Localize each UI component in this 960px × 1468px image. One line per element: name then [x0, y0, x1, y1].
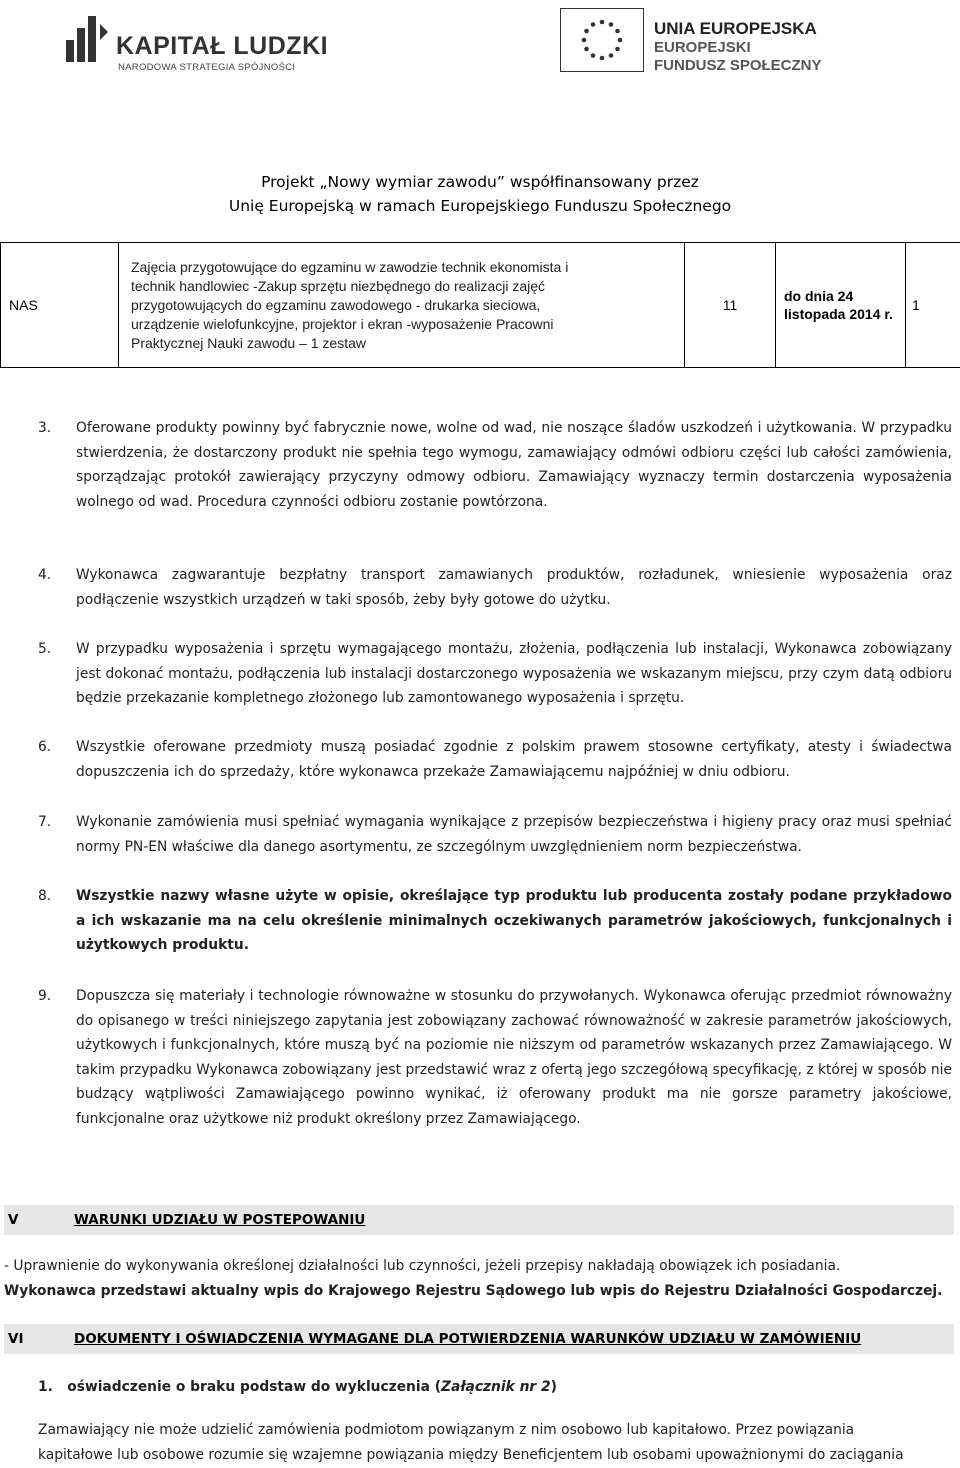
logo-left-subtitle: NARODOWA STRATEGIA SPÓJNOŚCI	[118, 62, 296, 73]
logo-left-title: KAPITAŁ LUDZKI	[116, 32, 329, 60]
kapital-ludzki-emblem-icon	[62, 10, 112, 70]
paragraph-text: Wykonawca zagwarantuje bezpłatny transport zamawianych produktów, rozładunek, wniesienie wyposażenia oraz podłączenie wszystkich urządzeń w taki sposób, żeby były gotowe do użytku.	[76, 567, 952, 608]
paragraph-5	[38, 637, 952, 711]
paragraph-8	[38, 884, 952, 958]
section-vi-header	[4, 1324, 954, 1354]
item-number: 1.	[38, 1379, 53, 1395]
paragraph-text: Wszystkie oferowane przedmioty muszą posiadać zgodnie z polskim prawem stosowne certyfikaty, atesty i świadectwa dopuszczenia ich do sprzedaży, które wykonawca przekaże Zamawiającemu najpóźniej w dniu odbioru.	[76, 739, 952, 780]
description-line: urządzenie wielofunkcyjne, projektor i ekran -wyposażenie Pracowni	[131, 315, 554, 332]
section-title: WARUNKI UDZIAŁU W POSTEPOWANIU	[74, 1212, 366, 1228]
date-line2: listopada 2014 r.	[784, 306, 893, 322]
section-title: DOKUMENTY I OŚWIADCZENIA WYMAGANE DLA POTWIERDZENIA WARUNKÓW UDZIAŁU W ZAMÓWIENIU	[74, 1331, 862, 1347]
logo-right-line2: EUROPEJSKI	[654, 39, 751, 56]
paragraph-number: 5.	[38, 641, 52, 657]
section-vi-para-line1: Zamawiający nie może udzielić zamówienia podmiotom powiązanym z nim osobowo lub kapitałowo. Przez powiązania	[38, 1422, 855, 1438]
table-row	[1, 243, 960, 368]
paragraph-number: 7.	[38, 814, 52, 830]
logo-right-line1: UNIA EUROPEJSKA	[654, 19, 817, 38]
project-title-line2: Unię Europejską w ramach Europejskiego Funduszu Społecznego	[228, 197, 732, 215]
section-v-line1: - Uprawnienie do wykonywania określonej działalności lub czynności, jeżeli przepisy nakładają obowiązek ich posiadania.	[4, 1258, 841, 1274]
table-cell-quantity: 11	[685, 243, 776, 368]
section-v-line2: Wykonawca przedstawi aktualny wpis do Krajowego Rejestru Sądowego lub wpis do Rejestru Działalności Gospodarczej.	[4, 1283, 943, 1299]
table-cell-description	[119, 243, 685, 368]
item-close: )	[550, 1379, 557, 1395]
paragraph-number: 8.	[38, 888, 52, 904]
kapital-ludzki-logo	[62, 10, 329, 80]
section-v-header	[4, 1205, 954, 1235]
paragraph-text: Wszystkie nazwy własne użyte w opisie, określające typ produktu lub producenta zostały podane przykładowo a ich wskazanie ma na celu określenie minimalnych oczekiwanych parametrów jakościowych, funkcjonalnych i użytkowych produktu.	[76, 888, 952, 954]
section-vi-item	[38, 1379, 557, 1395]
table-cell-date	[776, 243, 906, 368]
eu-flag-icon	[560, 8, 644, 72]
table-cell-code: NAS	[1, 243, 119, 368]
description-line: przygotowujących do egzaminu zawodowego - drukarka sieciowa,	[131, 296, 541, 313]
eu-efs-logo	[560, 8, 920, 80]
section-roman-numeral: V	[8, 1212, 19, 1228]
section-vi-para-line2: kapitałowe lub osobowe rozumie się wzajemne powiązania między Beneficjentem lub osobami upoważnionymi do zaciągania	[38, 1447, 904, 1463]
paragraph-number: 3.	[38, 420, 52, 436]
paragraph-text: W przypadku wyposażenia i sprzętu wymagającego montażu, złożenia, podłączenia lub instalacji, Wykonawca zobowiązany jest dokonać montażu, podłączenia lub instalacji dostarczonego wyposażenia we wskazanym miejscu, przy czym datą odbioru będzie przekazanie kompletnego złożonego lub zamontowanego wyposażenia i sprzętu.	[76, 641, 952, 707]
description-line: technik handlowiec -Zakup sprzętu niezbędnego do realizacji zajęć	[131, 277, 546, 294]
project-title	[0, 170, 960, 218]
table-cell-number: 1	[906, 243, 960, 368]
logo-right-line3: FUNDUSZ SPOŁECZNY	[654, 57, 822, 74]
paragraph-number: 6.	[38, 739, 52, 755]
description-line: Zajęcia przygotowujące do egzaminu w zawodzie technik ekonomista i	[131, 258, 569, 275]
items-table	[0, 242, 960, 368]
paragraph-text: Wykonanie zamówienia musi spełniać wymagania wynikające z przepisów bezpieczeństwa i higieny pracy oraz musi spełniać normy PN-EN właściwe dla danego asortymentu, ze szczególnym uwzględnieniem norm bezpieczeństwa.	[76, 814, 952, 855]
paragraph-6	[38, 735, 952, 784]
date-line1: do dnia 24	[784, 288, 854, 304]
paragraph-text: Dopuszcza się materiały i technologie równoważne w stosunku do przywołanych. Wykonawca oferując przedmiot równoważny do opisanego w treści niniejszego zapytania jest zobowiązany zachować równoważność w zakresie parametrów jakościowych, użytkowych i funkcjonalnych, które muszą być na poziomie nie niższym od parametrów wskazanych przez Zamawiającego. W takim przypadku Wykonawca zobowiązany jest przedstawić wraz z ofertą jego szczegółową specyfikację, z której w sposób nie budzący wątpliwości Zamawiającego powinno wynikać, iż oferowany produkt ma nie gorsze parametry jakościowe, funkcjonalne oraz użytkowe niż produkt określony przez Zamawiającego.	[76, 988, 952, 1127]
paragraph-3	[38, 416, 952, 514]
paragraph-number: 4.	[38, 567, 52, 583]
paragraph-4	[38, 563, 952, 612]
paragraph-text: Oferowane produkty powinny być fabrycznie nowe, wolne od wad, nie noszące śladów uszkodzeń i użytkowania. W przypadku stwierdzenia, że dostarczony produkt nie spełnia tego wymogu, zamawiający odmówi odbioru części lub całości zamówienia, sporządzając protokół zawierający przyczyny odmowy odbioru. Zamawiający wyznaczy termin dostarczenia wyposażenia wolnego od wad. Procedura czynności odbioru zostanie powtórzona.	[76, 420, 952, 510]
project-title-line1: Projekt „Nowy wymiar zawodu” współfinansowany przez	[261, 173, 699, 191]
paragraph-number: 9.	[38, 988, 52, 1004]
paragraph-9	[38, 984, 952, 1132]
item-text: oświadczenie o braku podstaw do wykluczenia (	[67, 1379, 442, 1395]
section-roman-numeral: VI	[8, 1331, 24, 1347]
paragraph-7	[38, 810, 952, 859]
item-attachment: Załącznik nr 2	[441, 1379, 551, 1395]
description-line: Praktycznej Nauki zawodu – 1 zestaw	[131, 334, 366, 351]
